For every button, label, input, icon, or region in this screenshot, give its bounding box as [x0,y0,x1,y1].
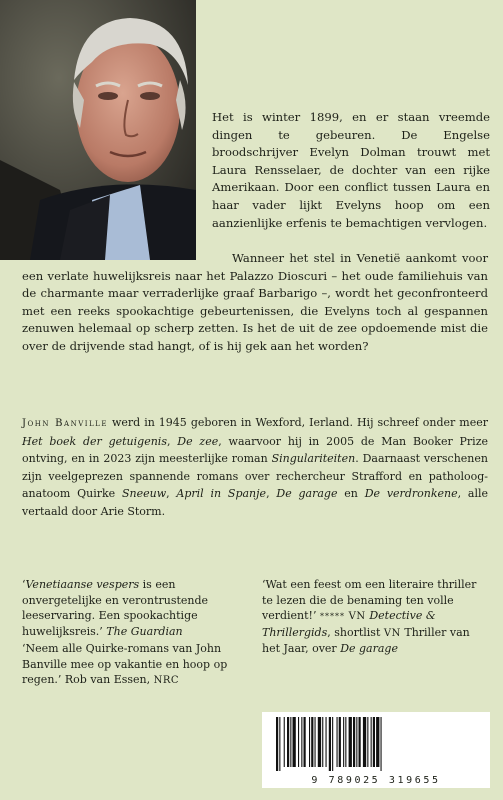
quote-text: is een onvergetelijke en verontrustende leeservaring. Een spookachtige huwelijksreis.’ [22,578,209,638]
book-title: April in Spanje [176,487,267,501]
bio-text: werd in 1945 geboren in Wexford, Ierland. Hij schreef onder meer [107,416,488,429]
book-title: De verdronkene [364,487,458,501]
barcode-bar [326,717,327,767]
bio-text: , [166,487,177,501]
isbn-barcode [262,712,490,788]
review-quote-vn [262,577,490,657]
quote-mark: ‘ [22,578,26,591]
quote-source-prefix: VN [344,611,370,623]
author-photo [0,0,196,260]
quote-text: Thriller van het Jaar, over [262,625,470,656]
barcode-bar [276,717,278,771]
barcode-bar [318,717,321,767]
bio-text: , alle vertaald door Arie Storm. [22,487,489,518]
book-title: Singulariteiten [271,452,356,466]
barcode-bar [373,717,375,767]
barcode-bar [339,717,341,767]
blurb-second-paragraph [22,250,488,356]
blurb-text-1: Het is winter 1899, en er staan vreemde dingen te gebeuren. De Engelse broodschrijver Evelyn Dolman trouwt met Laura Rensselaer, de dochter van een rijke Amerikaan. Door een conflict tussen Laura en haar vader lijkt Evelyns hoop om een aanzienlijke erfenis te bemachtigen vervlogen. [212,110,490,230]
book-title: De garage [276,487,338,501]
barcode-bar [367,717,368,767]
review-quote-guardian [22,577,238,639]
barcode-bar [315,717,316,767]
quote-source: NRC [153,675,180,687]
review-quote-nrc [22,641,238,689]
book-title: Venetiaanse vespers [25,578,140,591]
book-title: De zee [177,434,219,448]
barcode-bar [301,717,302,767]
barcode-bar [290,717,291,767]
blurb-text-2: Wanneer het stel in Venetië aankomt voor een verlate huwelijksreis naar het Palazzo Dioscuri – het oude familiehuis van de charmante maar verraderlijke graaf Barbarigo –, wordt het geconfronteerd met een reeks spookachtige gebeurtenissen, die Evelyns toch al gespannen zenuwen helemaal op scherp zetten. Is het de uit de zee opdoemende mist die over de drijvende stad hangt, of is hij gek aan het worden? [22,251,488,353]
author-name: John Banville [22,418,108,429]
bio-text: , [166,434,178,448]
barcode-bar [359,717,361,767]
blurb-first-paragraph [212,109,490,232]
barcode-bar [332,717,333,771]
author-portrait-image [0,0,196,260]
bio-text: . Daarnaast verschenen zijn veelgeprezen spannende romans over rechercheur Strafford en patholoog-anatoom Quirke [22,452,488,501]
barcode-bar [298,717,299,767]
barcode-bar [349,717,352,767]
barcode-bar [371,717,372,767]
barcode-bar [329,717,331,771]
bio-text: , [266,487,277,501]
quote-text: , shortlist [327,625,384,639]
barcode-bar [381,717,382,771]
barcode-bar [279,717,280,771]
barcode-bar [322,717,323,767]
barcode-bar [353,717,355,767]
quote-source: Detective & Thrillergids [262,609,436,639]
barcode-bar [376,717,379,767]
barcode-bar [363,717,366,767]
bio-text: , waarvoor hij in 2005 de Man Booker Prize ontving, en in 2023 zijn meesterlijke roman [22,434,488,466]
barcode-bar [311,717,313,767]
bio-text: en [337,487,365,501]
barcode-bar [356,717,357,767]
book-title: De garage [340,642,398,656]
isbn-number: 9 789025 319655 [311,775,441,786]
barcode-bar [337,717,338,767]
author-bio [22,414,488,521]
barcode-bar [304,717,306,767]
barcode-bars [272,717,480,771]
quote-text: ‘Neem alle Quirke-romans van John Banville mee op vakantie en hoop op regen.’ Rob van Essen, [22,642,228,687]
book-title: Sneeuw [121,487,167,501]
book-title: Het boek der getuigenis [22,434,167,448]
barcode-bar [345,717,346,767]
barcode-bar [343,717,344,767]
barcode-bar [287,717,289,767]
quote-source: The Guardian [106,624,183,638]
barcode-bar [284,717,285,767]
barcode-bar [309,717,310,767]
quote-source-prefix: VN [383,627,401,639]
quote-text: ‘Wat een feest om een literaire thriller te lezen die de benaming ten volle verdient!’ [262,578,477,623]
rating-stars: ***** [319,612,345,622]
barcode-bar [293,717,296,767]
